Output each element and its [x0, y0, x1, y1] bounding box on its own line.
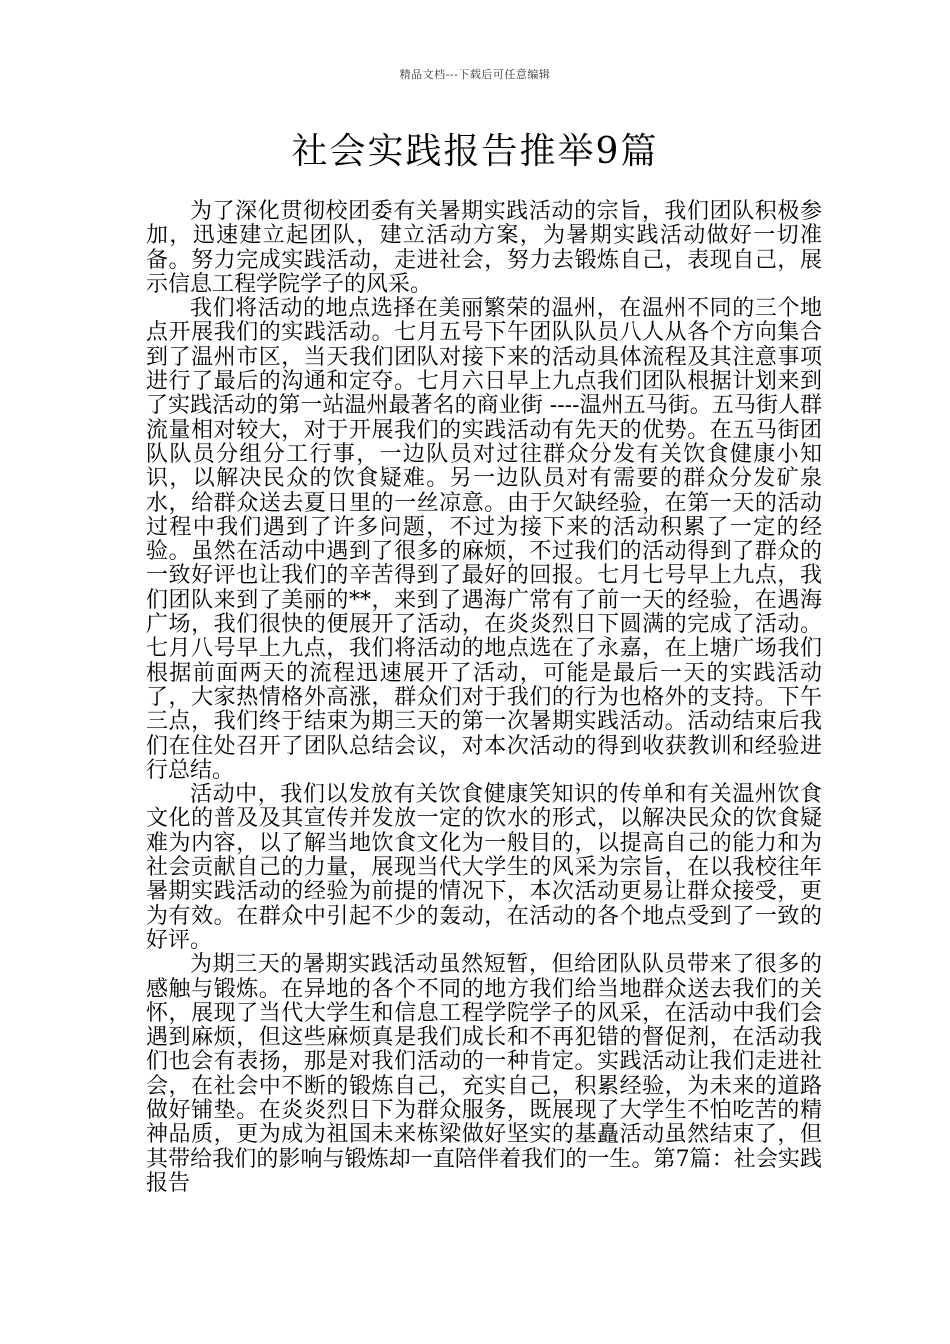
paragraph: 为期三天的暑期实践活动虽然短暂，但给团队队员带来了很多的感触与锻炼。在异地的各个不同的地方我们给当地群众送去我们的关怀，展现了当代大学生和信息工程学院学子的风采，在活动中我们会遇到麻烦，但这些麻烦真是我们成长和不再犯错的督促剂，在活动我们也会有表扬，那是对我们活动的一种肯定。实践活动让我们走进社会，在社会中不断的锻炼自己，充实自己，积累经验，为未来的道路做好铺垫。在炎炎烈日下为群众服务，既展现了大学生不怕吃苦的精神品质，更为成为祖国未来栋梁做好坚实的基矗活动虽然结束了，但其带给我们的影响与锻炼却一直陪伴着我们的一生。第7篇：社会实践报告: [146, 952, 822, 1196]
document-body: [146, 200, 822, 1196]
paragraph: 为了深化贯彻校团委有关暑期实践活动的宗旨，我们团队积极参加，迅速建立起团队，建立活动方案，为暑期实践活动做好一切准备。努力完成实践活动，走进社会，努力去锻炼自己，表现自己，展示信息工程学院学子的风采。: [146, 199, 822, 297]
header-note: 精品文档---下载后可任意编辑: [399, 68, 551, 81]
paragraph: 我们将活动的地点选择在美丽繁荣的温州，在温州不同的三个地点开展我们的实践活动。七月五号下午团队队员八人从各个方向集合到了温州市区，当天我们团队对接下来的活动具体流程及其注意事项进行了最后的沟通和定夺。七月六日早上九点我们团队根据计划来到了实践活动的第一站温州最著名的商业街 ----温州五马街。五马街人群流量相对较大，对于开展我们的实践活动有先天的优势。在五马街团队队员分组分工行事，一边队员对过往群众分发有关饮食健康小知识，以解决民众的饮食疑难。另一边队员对有需要的群众分发矿泉水，给群众送去夏日里的一丝凉意。由于欠缺经验，在第一天的活动过程中我们遇到了许多问题，不过为接下来的活动积累了一定的经验。虽然在活动中遇到了很多的麻烦，不过我们的活动得到了群众的一致好评也让我们的辛苦得到了最好的回报。七月七号早上九点，我们团队来到了美丽的**，来到了遇海广常有了前一天的经验，在遇海广场，我们很快的便展开了活动，在炎炎烈日下圆满的完成了活动。七月八号早上九点，我们将活动的地点选在了永嘉，在上塘广场我们根据前面两天的流程迅速展开了活动，可能是最后一天的实践活动了，大家热情格外高涨，群众们对于我们的行为也格外的支持。下午三点，我们终于结束为期三天的第一次暑期实践活动。活动结束后我们在住处召开了团队总结会议，对本次活动的得到收获教训和经验进行总结。: [146, 296, 822, 783]
document-title: 社会实践报告推举9篇: [291, 131, 659, 172]
paragraph: 活动中，我们以发放有关饮食健康笑知识的传单和有关温州饮食文化的普及及其宣传并发放一定的饮水的形式，以解决民众的饮食疑难为内容，以了解当地饮食文化为一般目的，以提高自己的能力和为社会贡献自己的力量，展现当代大学生的风采为宗旨，在以我校往年暑期实践活动的经验为前提的情况下，本次活动更易让群众接受，更为有效。在群众中引起不少的轰动，在活动的各个地点受到了一致的好评。: [146, 782, 822, 953]
